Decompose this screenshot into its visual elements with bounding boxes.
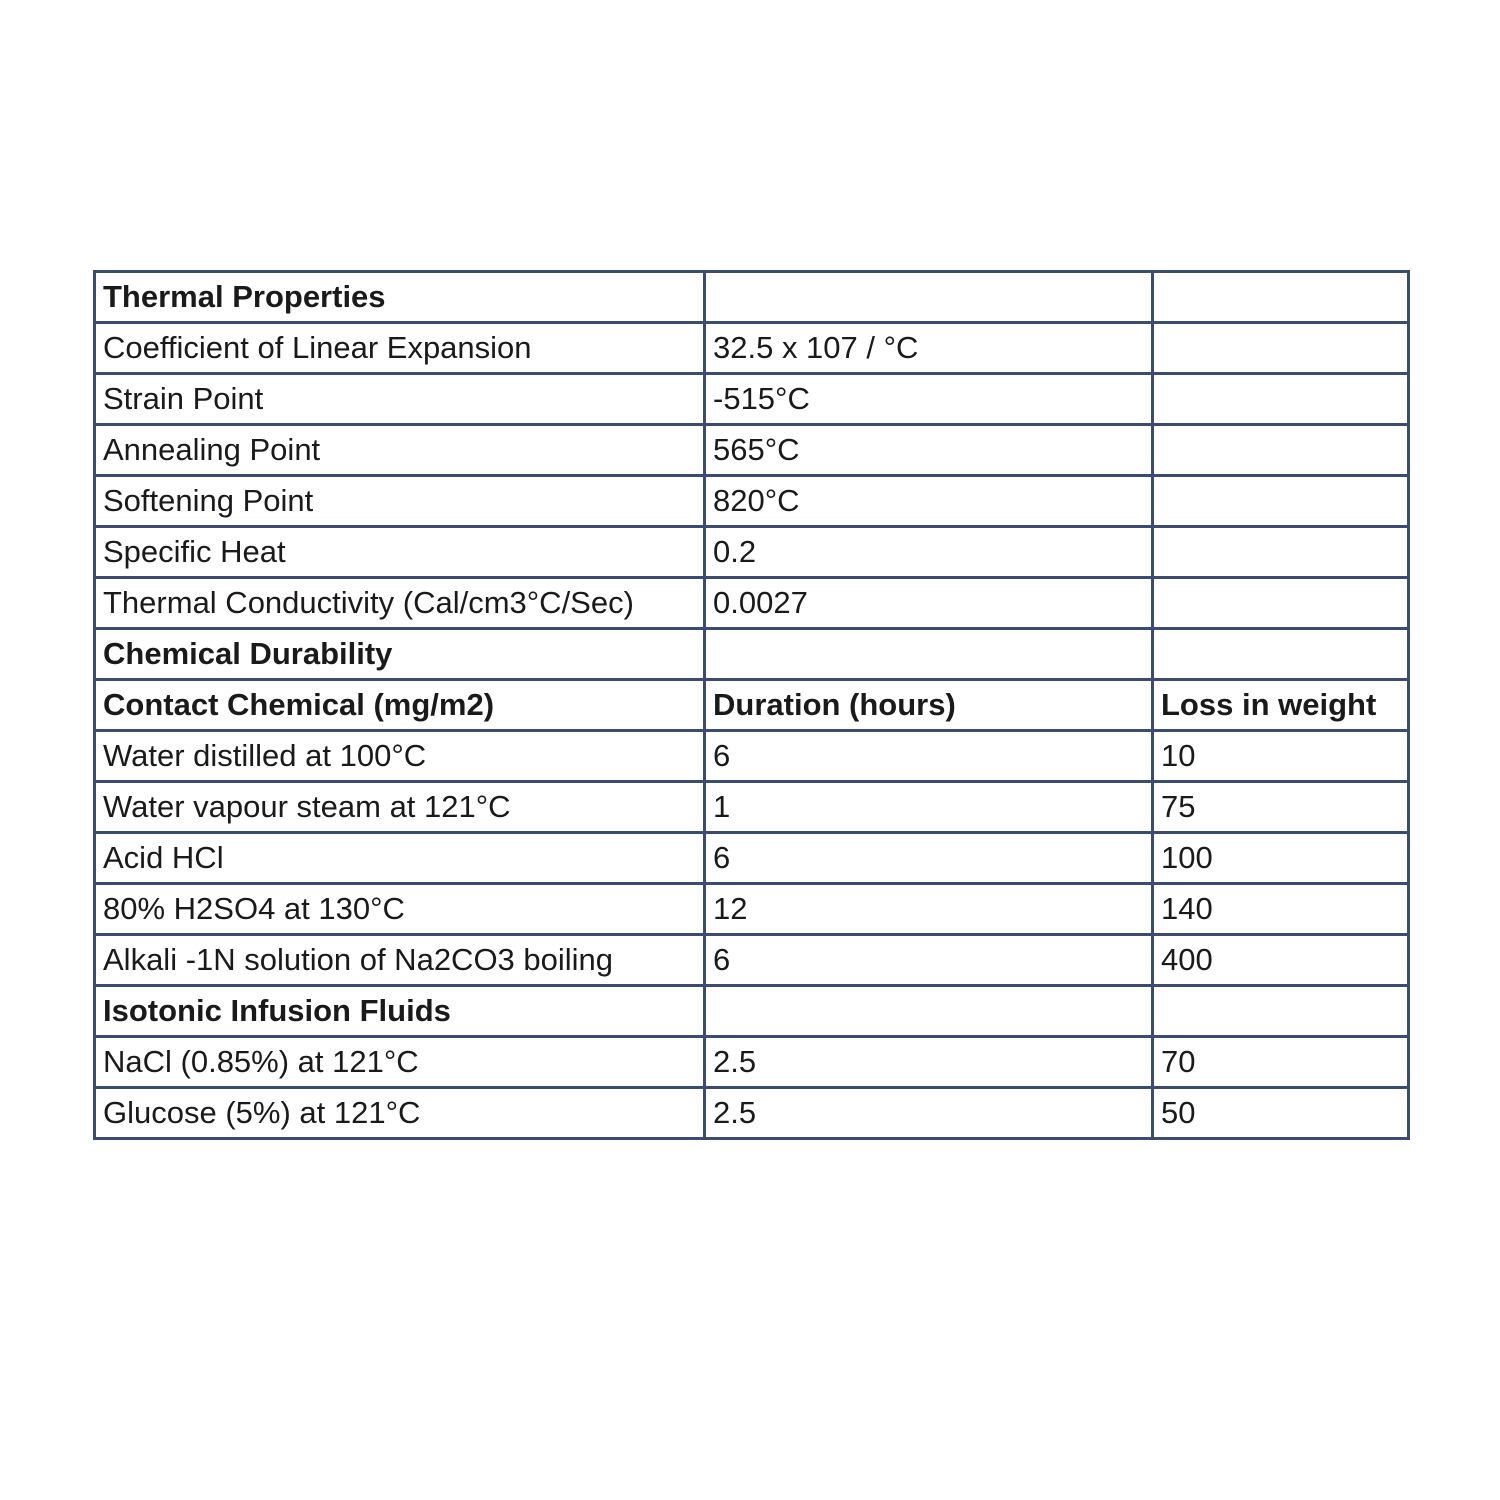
table-cell: 1 [705, 782, 1153, 833]
table-cell [705, 272, 1153, 323]
table-cell [1153, 374, 1409, 425]
table-cell: 75 [1153, 782, 1409, 833]
table-cell [1153, 578, 1409, 629]
table-cell: 80% H2SO4 at 130°C [95, 884, 705, 935]
properties-table [93, 270, 1410, 1140]
table-cell [1153, 986, 1409, 1037]
table-cell: 2.5 [705, 1088, 1153, 1139]
table-cell: 820°C [705, 476, 1153, 527]
table-cell [1153, 272, 1409, 323]
table-row [95, 578, 1409, 629]
table-cell: Thermal Properties [95, 272, 705, 323]
table-row [95, 833, 1409, 884]
table-cell [1153, 425, 1409, 476]
table-row [95, 1037, 1409, 1088]
table-row [95, 323, 1409, 374]
section-heading-row [95, 272, 1409, 323]
table-cell: 100 [1153, 833, 1409, 884]
table-row [95, 1088, 1409, 1139]
table-cell: Glucose (5%) at 121°C [95, 1088, 705, 1139]
table-cell: Strain Point [95, 374, 705, 425]
table-cell: 50 [1153, 1088, 1409, 1139]
table-cell: Duration (hours) [705, 680, 1153, 731]
table-cell: Chemical Durability [95, 629, 705, 680]
table-cell: Thermal Conductivity (Cal/cm3°C/Sec) [95, 578, 705, 629]
table-header-row [95, 680, 1409, 731]
table-cell: Annealing Point [95, 425, 705, 476]
table-row [95, 935, 1409, 986]
table-cell: Water distilled at 100°C [95, 731, 705, 782]
table-row [95, 731, 1409, 782]
table-cell: 12 [705, 884, 1153, 935]
table-cell: Alkali -1N solution of Na2CO3 boiling [95, 935, 705, 986]
table-cell: Water vapour steam at 121°C [95, 782, 705, 833]
table-cell: Specific Heat [95, 527, 705, 578]
table-cell: 0.2 [705, 527, 1153, 578]
table-cell: 6 [705, 935, 1153, 986]
table-cell: 0.0027 [705, 578, 1153, 629]
table-cell: 32.5 x 107 / °C [705, 323, 1153, 374]
table-cell: 2.5 [705, 1037, 1153, 1088]
table-row [95, 374, 1409, 425]
table-row [95, 884, 1409, 935]
table-cell: 565°C [705, 425, 1153, 476]
table-cell: Isotonic Infusion Fluids [95, 986, 705, 1037]
table-row [95, 425, 1409, 476]
section-heading-row [95, 629, 1409, 680]
table-cell: Loss in weight [1153, 680, 1409, 731]
table-cell: Contact Chemical (mg/m2) [95, 680, 705, 731]
table-row [95, 527, 1409, 578]
section-heading-row [95, 986, 1409, 1037]
table-cell: Softening Point [95, 476, 705, 527]
table-cell: 70 [1153, 1037, 1409, 1088]
table-cell: Coefficient of Linear Expansion [95, 323, 705, 374]
table-cell [1153, 629, 1409, 680]
table-cell [1153, 476, 1409, 527]
table-row [95, 782, 1409, 833]
table-cell [1153, 323, 1409, 374]
table-cell: 10 [1153, 731, 1409, 782]
table-cell [705, 986, 1153, 1037]
table-cell: 6 [705, 833, 1153, 884]
table-row [95, 476, 1409, 527]
table-cell: 6 [705, 731, 1153, 782]
table-cell: 140 [1153, 884, 1409, 935]
table-cell: 400 [1153, 935, 1409, 986]
properties-table-body [95, 272, 1409, 1139]
table-cell [1153, 527, 1409, 578]
table-cell: -515°C [705, 374, 1153, 425]
table-cell: Acid HCl [95, 833, 705, 884]
table-cell [705, 629, 1153, 680]
table-cell: NaCl (0.85%) at 121°C [95, 1037, 705, 1088]
